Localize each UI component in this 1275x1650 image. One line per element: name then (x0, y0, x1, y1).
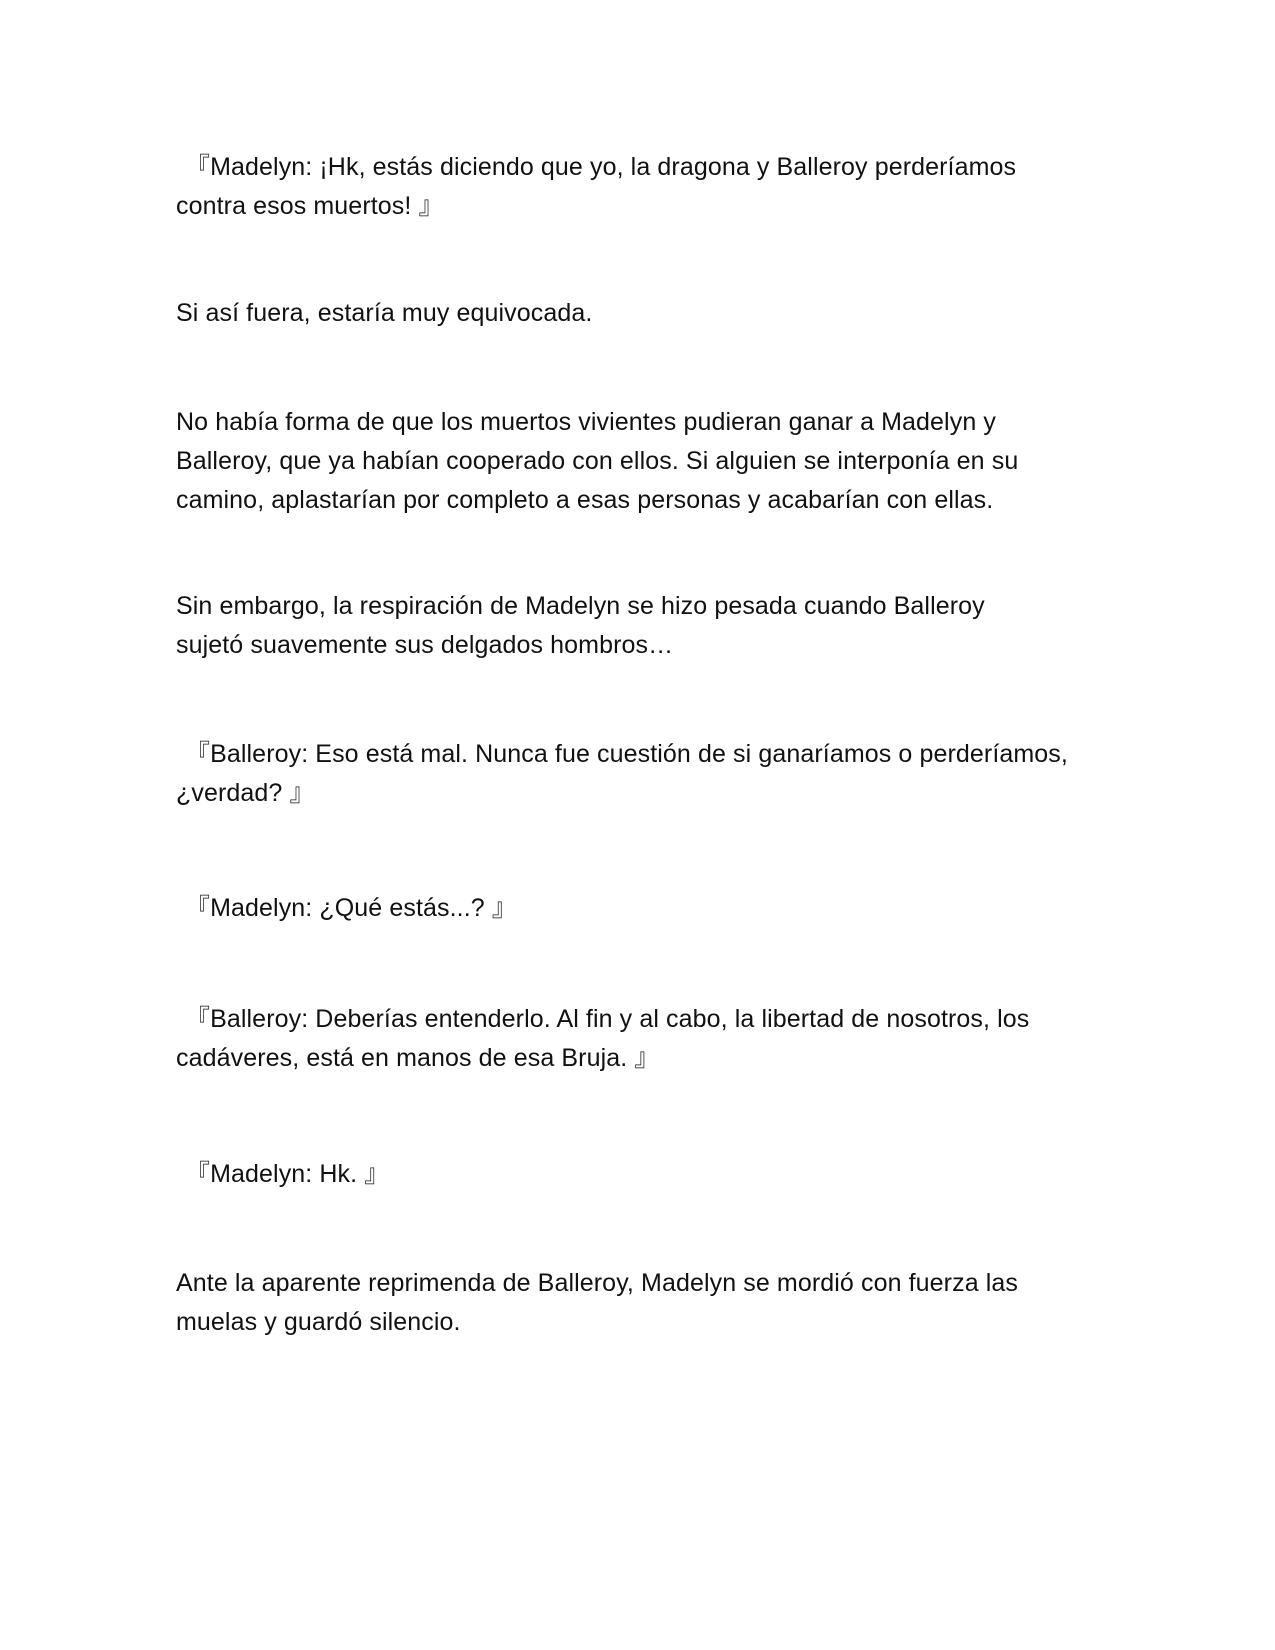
dialogue-madelyn-3 (176, 1155, 1096, 1194)
text-line: Ante la aparente reprimenda de Balleroy, Madelyn se mordió con fuerza las (176, 1269, 1019, 1297)
text-line: ¿verdad? 』 (176, 779, 315, 807)
text-line: Sin embargo, la respiración de Madelyn se hizo pesada cuando Balleroy (176, 592, 985, 620)
dialogue-madelyn-1 (176, 148, 1096, 226)
dialogue-balleroy-2 (176, 1000, 1096, 1078)
text-line: Si así fuera, estaría muy equivocada. (176, 299, 593, 327)
text-line: 『Madelyn: ¡Hk, estás diciendo que yo, la dragona y Balleroy perderíamos (185, 153, 1017, 181)
text-line: cadáveres, está en manos de esa Bruja. 』 (176, 1044, 660, 1072)
narration-paragraph-4 (176, 1264, 1096, 1342)
narration-paragraph-2 (176, 403, 1096, 520)
text-line: Balleroy, que ya habían cooperado con ellos. Si alguien se interponía en su (176, 447, 1019, 475)
text-line: muelas y guardó silencio. (176, 1308, 461, 1336)
text-line: camino, aplastarían por completo a esas personas y acabarían con ellas. (176, 486, 994, 514)
text-line: 『Madelyn: Hk. 』 (185, 1160, 390, 1188)
dialogue-madelyn-2 (176, 889, 1096, 928)
text-line: 『Balleroy: Deberías entenderlo. Al fin y al cabo, la libertad de nosotros, los (185, 1005, 1030, 1033)
narration-paragraph-3 (176, 587, 1096, 665)
dialogue-balleroy-1 (176, 735, 1096, 813)
text-line: 『Balleroy: Eso está mal. Nunca fue cuestión de si ganaríamos o perderíamos, (185, 740, 1068, 768)
text-line: sujetó suavemente sus delgados hombros… (176, 631, 674, 659)
text-line: 『Madelyn: ¿Qué estás...? 』 (185, 894, 517, 922)
narration-paragraph-1 (176, 294, 1096, 333)
text-line: contra esos muertos! 』 (176, 192, 444, 220)
text-line: No había forma de que los muertos vivientes pudieran ganar a Madelyn y (176, 408, 996, 436)
